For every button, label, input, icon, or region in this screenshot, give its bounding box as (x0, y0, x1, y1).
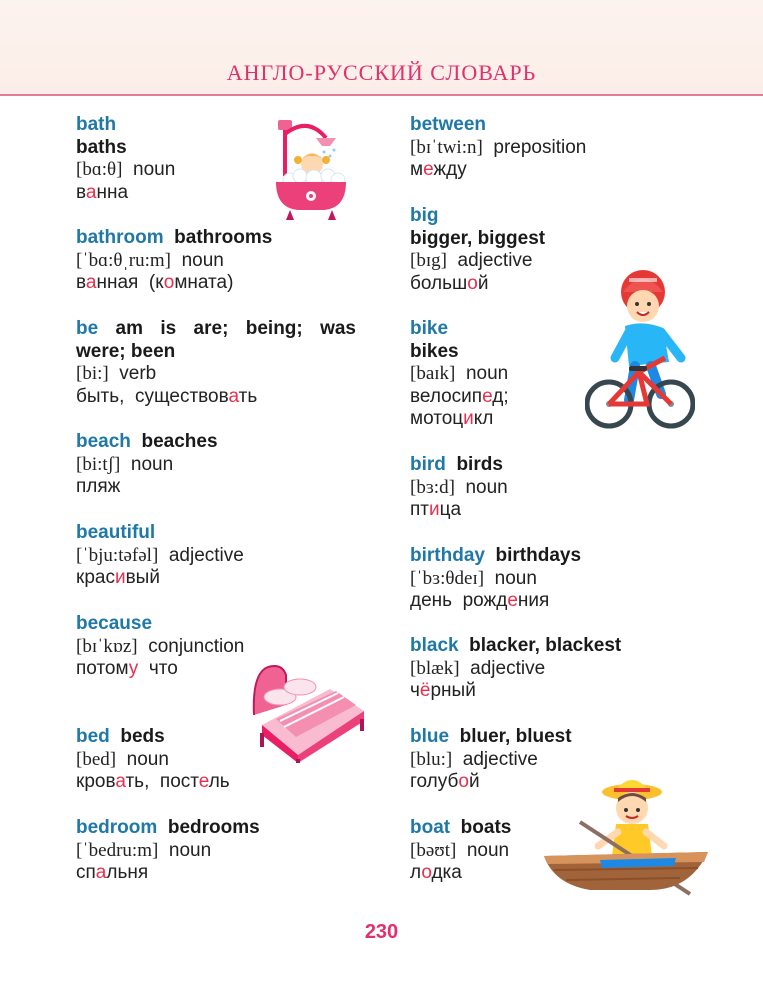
headword: boat (410, 817, 451, 838)
boy-in-rowboat-illustration (540, 772, 712, 898)
headword: birthday (410, 545, 485, 566)
pronunciation: [bəʊt] (410, 839, 457, 861)
stressed-vowel: у (128, 658, 139, 680)
entry-beautiful (76, 522, 244, 590)
translation-text: мната) (174, 272, 234, 294)
stressed-vowel: и (463, 408, 474, 430)
stressed-vowel: а (85, 272, 97, 294)
forms: bigger, biggest (410, 227, 546, 249)
stressed-vowel: е (482, 385, 493, 407)
entry-bed (76, 726, 230, 794)
part-of-speech: adjective (470, 657, 546, 679)
translation-text: ть (238, 385, 258, 407)
part-of-speech: noun (466, 839, 510, 861)
translation (76, 771, 230, 794)
translation-text: в (76, 272, 86, 294)
translation-text: жду (433, 159, 467, 181)
translation-text: д; (492, 385, 509, 407)
forms: bikes (410, 340, 459, 362)
stressed-vowel: и (114, 567, 126, 589)
stressed-vowel: о (163, 272, 175, 294)
header-title: АНГЛО-РУССКИЙ СЛОВАРЬ (226, 60, 537, 85)
translation (76, 182, 175, 205)
translation-text: льня (106, 862, 149, 884)
translation-text: й (477, 272, 489, 294)
pronunciation: [ˈbɑ:θˌru:m] (76, 249, 172, 271)
stressed-vowel: ё (419, 680, 431, 702)
part-of-speech: noun (465, 476, 508, 498)
translation-text: дка (431, 862, 462, 884)
stressed-vowel: а (85, 181, 97, 203)
translation-text: в (76, 181, 86, 203)
forms: birthdays (495, 545, 582, 566)
pink-bed-illustration (246, 655, 370, 763)
pronunciation: [bɜ:d] (410, 476, 455, 498)
part-of-speech: noun (181, 249, 224, 271)
headword: between (410, 114, 487, 135)
translation (410, 159, 586, 182)
entry-bedroom (76, 817, 260, 885)
headword: because (76, 613, 153, 634)
part-of-speech: noun (126, 748, 169, 770)
translation-text: что (138, 658, 178, 680)
page-header (0, 0, 763, 96)
girl-in-bathtub-illustration (268, 116, 350, 222)
entry-birthday (410, 545, 581, 613)
headword: blue (410, 726, 450, 747)
entry-beach (76, 431, 218, 499)
translation-text: день рожд (410, 590, 508, 612)
translation (76, 476, 218, 499)
page-number: 230 (364, 921, 399, 943)
forms: birds (456, 454, 503, 475)
translation-text: мотоц (410, 408, 464, 430)
forms: bluer, bluest (459, 726, 572, 747)
stressed-vowel: и (429, 499, 440, 521)
headword: bird (410, 454, 446, 475)
stressed-vowel: о (458, 771, 469, 793)
headword: bike (410, 318, 449, 339)
entry-between (410, 114, 586, 182)
headword: bed (76, 726, 110, 747)
translation (76, 658, 244, 681)
pronunciation: [baɪk] (410, 363, 456, 385)
part-of-speech: verb (119, 363, 157, 385)
entry-be (76, 318, 356, 408)
entry-black (410, 635, 621, 703)
part-of-speech: adjective (168, 544, 244, 566)
boy-on-bike-illustration (585, 262, 695, 438)
headword: bathroom (76, 227, 164, 248)
stressed-vowel: е (423, 159, 434, 181)
translation (410, 590, 581, 613)
translation (76, 567, 244, 590)
headword: bath (76, 114, 117, 135)
translation-text: ть, пост (125, 771, 199, 793)
stressed-vowel: а (115, 771, 126, 793)
forms-continued: were; been (76, 340, 176, 362)
part-of-speech: conjunction (148, 635, 245, 657)
headword: beautiful (76, 522, 156, 543)
entry-bathroom (76, 227, 272, 295)
translation (410, 862, 511, 885)
forms: beds (120, 726, 165, 747)
translation-text: м (410, 159, 424, 181)
translation-text: ца (439, 499, 462, 521)
pronunciation: [bɪg] (410, 250, 447, 272)
forms: blacker, blackest (469, 635, 622, 656)
translation-text: ль (208, 771, 230, 793)
translation-2 (410, 408, 509, 431)
translation-text: нная (к (96, 272, 164, 294)
translation-text: велосип (410, 385, 483, 407)
forms: bedrooms (167, 817, 260, 838)
translation (410, 499, 508, 522)
entry-boat (410, 817, 511, 885)
part-of-speech: adjective (457, 250, 533, 272)
headword: beach (76, 431, 131, 452)
part-of-speech: preposition (493, 136, 587, 158)
pronunciation: [bi:] (76, 363, 109, 385)
translation-text: пляж (76, 476, 121, 498)
pronunciation: [bɪˈkɒz] (76, 635, 138, 657)
stressed-vowel: а (228, 385, 239, 407)
translation-text: больш (410, 272, 468, 294)
entry-bike (410, 318, 509, 431)
pronunciation: [bɪˈtwi:n] (410, 136, 483, 158)
part-of-speech: noun (494, 567, 537, 589)
entry-big (410, 205, 545, 295)
translation (76, 862, 260, 885)
part-of-speech: noun (168, 839, 212, 861)
translation-text: й (468, 771, 480, 793)
translation (410, 273, 545, 296)
forms: baths (76, 136, 127, 158)
translation-text: крас (76, 567, 115, 589)
translation-text: ч (410, 680, 420, 702)
translation (410, 386, 509, 409)
pronunciation: [ˈbɜ:θdeɪ] (410, 567, 485, 589)
pronunciation: [bed] (76, 748, 117, 770)
translation-text: рный (430, 680, 476, 702)
forms: am is are; being; was (115, 318, 357, 339)
pronunciation: [ˈbedru:m] (76, 839, 159, 861)
part-of-speech: noun (130, 453, 174, 475)
translation-text: нна (96, 181, 129, 203)
part-of-speech: adjective (462, 748, 538, 770)
part-of-speech: noun (465, 363, 509, 385)
translation-text: кров (76, 771, 116, 793)
translation (410, 680, 621, 703)
stressed-vowel: о (467, 272, 478, 294)
stressed-vowel: а (95, 862, 107, 884)
stressed-vowel: е (198, 771, 209, 793)
forms: beaches (141, 431, 218, 452)
entry-bird (410, 454, 508, 522)
pronunciation: [bɑ:θ] (76, 159, 123, 181)
translation-text: сп (76, 862, 96, 884)
part-of-speech: noun (133, 159, 176, 181)
translation-text: кл (473, 408, 494, 430)
entry-because (76, 613, 244, 681)
stressed-vowel: о (421, 862, 432, 884)
pronunciation: [ˈbju:təfəl] (76, 544, 159, 566)
translation-text: ния (517, 590, 550, 612)
translation-text: л (410, 862, 422, 884)
headword: black (410, 635, 459, 656)
translation-text: быть, существов (76, 385, 229, 407)
entry-bath (76, 114, 175, 204)
translation-text: потом (76, 658, 129, 680)
pronunciation: [blu:] (410, 748, 453, 770)
headword: bedroom (76, 817, 158, 838)
stressed-vowel: е (507, 590, 518, 612)
translation-text: вый (125, 567, 160, 589)
headword: big (410, 205, 439, 226)
translation-text: пт (410, 499, 429, 521)
translation (76, 386, 356, 409)
translation-text: голуб (410, 771, 459, 793)
forms: bathrooms (174, 227, 273, 248)
pronunciation: [blæk] (410, 657, 460, 679)
pronunciation: [bi:tʃ] (76, 453, 121, 475)
translation (76, 272, 272, 295)
forms: boats (460, 817, 512, 838)
headword: be (76, 318, 99, 339)
